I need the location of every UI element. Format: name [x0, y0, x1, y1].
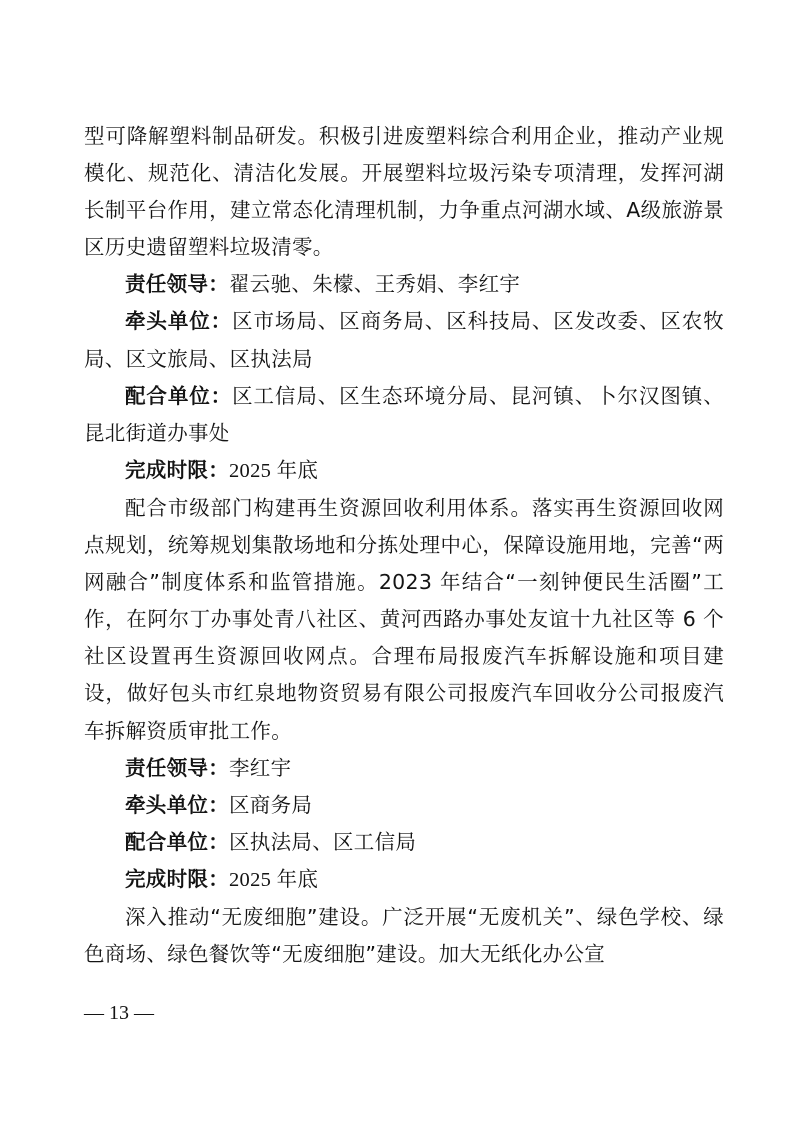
paragraph-recycling-system: 配合市级部门构建再生资源回收利用体系。落实再生资源回收网点规划，统筹规划集散场地和分拣处理中心，保障设施用地，完善“两网融合”制度体系和监管措施。2023 年结合“一刻钟便民生活圈”工作，在阿尔丁办事处青八社区、黄河西路办事处友谊十九社区等 6 个社区设置再生资源回收网点。合理布局报废汽车拆解设施和项目建设，做好包头市红泉地物资贸易有限公司报废汽车回收分公司报废汽车拆解资质审批工作。 — [84, 495, 724, 743]
field-deadline-2 — [84, 861, 724, 899]
field-label: 牵头单位： — [125, 792, 229, 817]
field-responsible-leader-1 — [84, 266, 724, 303]
field-value: 2025 年底 — [229, 459, 319, 482]
field-label: 责任领导： — [125, 272, 229, 297]
field-label: 完成时限： — [125, 457, 229, 482]
field-value: 区商务局 — [229, 792, 313, 817]
field-label: 完成时限： — [125, 866, 229, 891]
field-cooperating-unit-1 — [84, 378, 724, 452]
field-value: 区工信局、区生态环境分局、昆河镇、卜尔汉图镇、昆北街道办事处 — [84, 383, 724, 445]
field-cooperating-unit-2 — [84, 824, 724, 861]
field-responsible-leader-2 — [84, 750, 724, 787]
body-text — [84, 118, 724, 973]
field-label: 配合单位： — [125, 383, 233, 408]
field-lead-unit-1 — [84, 303, 724, 377]
field-value: 李红宇 — [229, 755, 292, 780]
page-number: — 13 — — [84, 1002, 154, 1024]
field-label: 责任领导： — [125, 755, 229, 780]
paragraph-waste-free-cells: 深入推动“无废细胞”建设。广泛开展“无废机关”、绿色学校、绿色商场、绿色餐饮等“无废细胞”建设。加大无纸化办公宣 — [84, 904, 724, 967]
field-value: 2025 年底 — [229, 868, 319, 891]
paragraph-continuation: 型可降解塑料制品研发。积极引进废塑料综合利用企业，推动产业规模化、规范化、清洁化发展。开展塑料垃圾污染专项清理，发挥河湖长制平台作用，建立常态化清理机制，力争重点河湖水域、A级旅游景区历史遗留塑料垃圾清零。 — [84, 124, 724, 260]
field-label: 配合单位： — [125, 829, 229, 854]
field-label: 牵头单位： — [125, 309, 233, 334]
field-deadline-1 — [84, 452, 724, 490]
field-value: 区市场局、区商务局、区科技局、区发改委、区农牧局、区文旅局、区执法局 — [84, 309, 724, 371]
field-lead-unit-2 — [84, 787, 724, 824]
field-value: 翟云驰、朱檬、王秀娟、李红宇 — [229, 272, 521, 297]
field-value: 区执法局、区工信局 — [229, 829, 417, 854]
